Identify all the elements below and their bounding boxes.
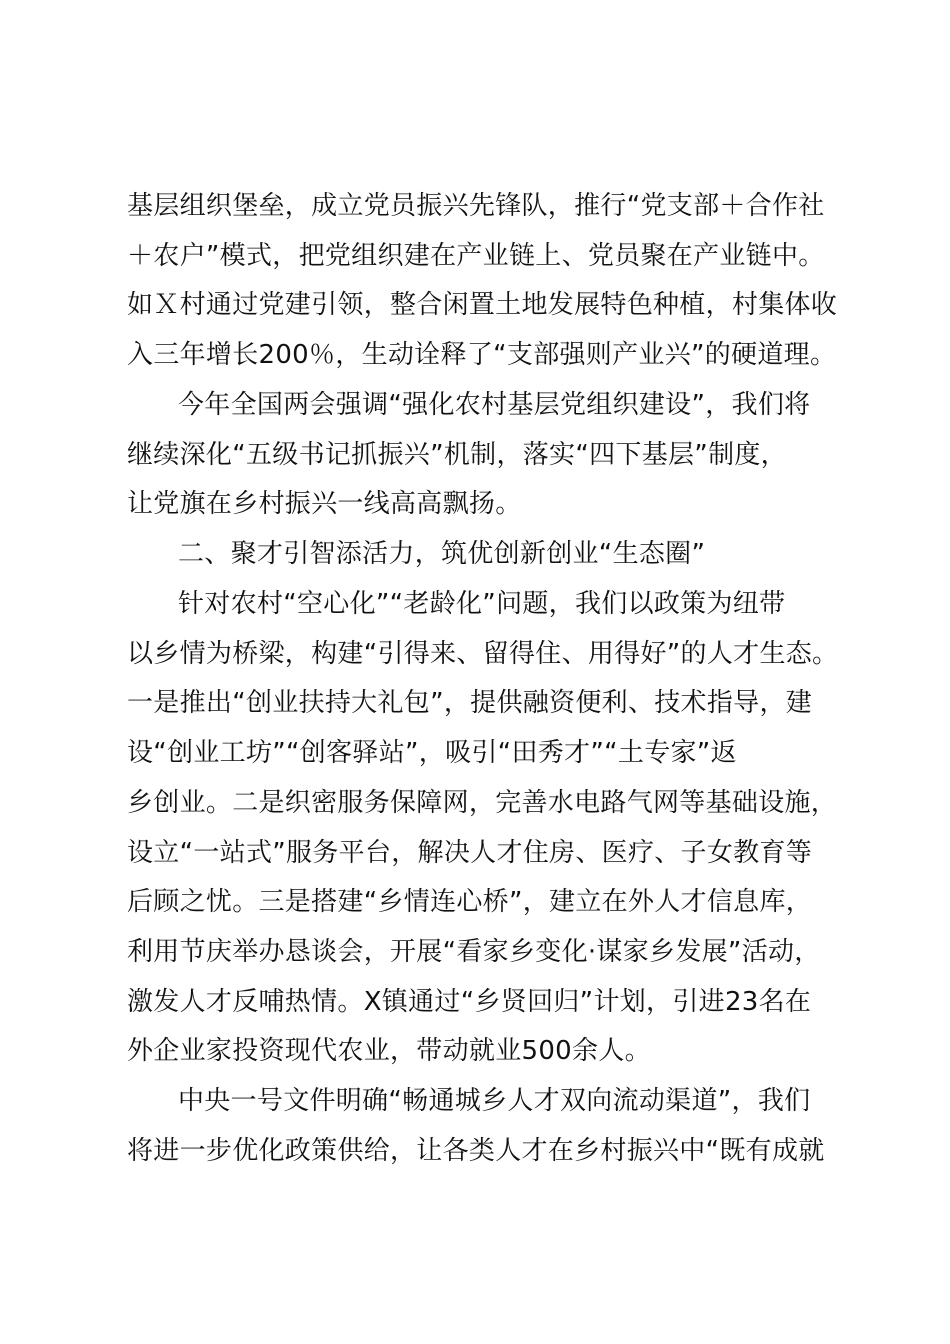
body-text-line: 一是推出“创业扶持大礼包”，提供融资便利、技术指导，建 (127, 688, 813, 718)
paragraph-first-line: 针对农村“空心化”“老龄化”问题，我们以政策为纽带 (178, 589, 786, 619)
body-text-line: 以乡情为桥梁，构建“引得来、留得住、用得好”的人才生态。 (127, 639, 839, 669)
body-text-line: 基层组织堡垒，成立党员振兴先锋队，推行“党支部＋合作社 (127, 191, 825, 221)
body-text-line: 激发人才反哺热情。X镇通过“乡贤回归”计划，引进23名在 (127, 987, 812, 1017)
body-text-line: 设“创业工坊”“创客驿站”，吸引“田秀才”“土专家”返 (127, 738, 737, 768)
paragraph-first-line: 今年全国两会强调“强化农村基层党组织建设”，我们将 (178, 390, 811, 420)
body-text-line: 将进一步优化政策供给，让各类人才在乡村振兴中“既有成就 (127, 1136, 825, 1166)
body-text-line: 让党旗在乡村振兴一线高高飘扬。 (127, 489, 522, 519)
section-heading: 二、聚才引智添活力，筑优创新创业“生态圈” (178, 539, 706, 569)
body-text-line: 后顾之忧。三是搭建“乡情连心桥”，建立在外人才信息库， (127, 887, 813, 917)
body-text-line: 利用节庆举办恳谈会，开展“看家乡变化·谋家乡发展”活动， (127, 937, 821, 967)
body-text-line: 如Ｘ村通过党建引领，整合闲置土地发展特色种植，村集体收 (127, 290, 838, 320)
paragraph-first-line: 中央一号文件明确“畅通城乡人才双向流动渠道”，我们 (178, 1086, 811, 1116)
body-text-line: 继续深化“五级书记抓振兴”机制，落实“四下基层”制度， (127, 440, 787, 470)
body-text-line: 入三年增长200％，生动诠释了“支部强则产业兴”的硬道理。 (127, 340, 837, 370)
body-text-line: 设立“一站式”服务平台，解决人才住房、医疗、子女教育等 (127, 838, 813, 868)
body-text-line: 乡创业。二是织密服务保障网，完善水电路气网等基础设施， (127, 788, 838, 818)
body-text-line: ＋农户”模式，把党组织建在产业链上、党员聚在产业链中。 (127, 241, 825, 271)
body-text-line: 外企业家投资现代农业，带动就业500余人。 (127, 1036, 651, 1066)
